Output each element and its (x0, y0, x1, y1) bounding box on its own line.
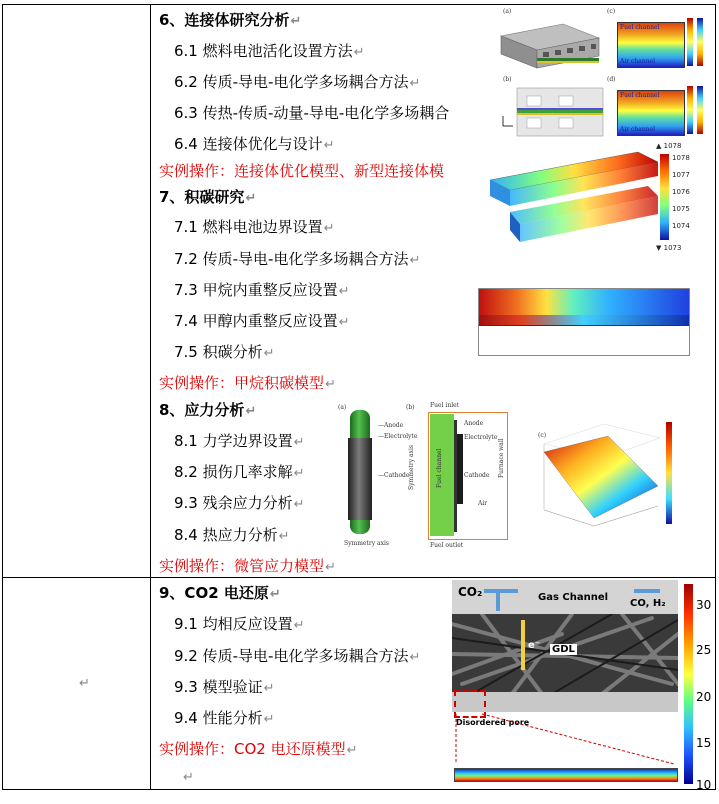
contour-c-fuel-label: Fuel channel (620, 24, 660, 31)
product-arrow (634, 589, 660, 593)
colorbar-c2 (697, 18, 703, 66)
electron-label: e⁻ (528, 640, 541, 651)
co2-inlet-label: CO₂ (458, 585, 483, 599)
stress-label-a: (a) (338, 404, 347, 411)
stress-surface-plot (534, 414, 664, 534)
section-9-item-1: 9.1 均相反应设置↵ (174, 615, 305, 633)
tube-anode-label: —Anode (378, 422, 404, 429)
schematic-air-label: Air (478, 500, 488, 507)
section-9-item-2: 9.2 传质-导电-电化学多场耦合方法↵ (174, 647, 421, 665)
schematic-cathode-label: Cathode (464, 472, 490, 479)
schematic-symmetry-label: Symmetry axis (408, 445, 415, 490)
cross-section-diagram (497, 82, 607, 140)
section-7-example: 实例操作：甲烷积碳模型↵ (159, 374, 336, 392)
temperature-tick-3: 1076 (672, 188, 690, 196)
schematic-electrolyte-label: Electrolyte (464, 434, 498, 441)
co2-figure (452, 580, 716, 790)
schematic-cathode (457, 434, 463, 504)
schematic-fuel-channel-label: Fuel channel (436, 448, 443, 488)
temperature-tick-1: 1078 (672, 154, 690, 162)
section-6-title: 6、连接体研究分析↵ (159, 11, 302, 29)
colorbar-d2 (697, 86, 703, 134)
section-8-item-1: 8.1 力学边界设置↵ (174, 432, 305, 450)
interconnect-3d-model (488, 150, 660, 250)
co2-tick-3: 20 (696, 690, 712, 704)
disordered-pore-label: Disordered pore (456, 718, 530, 727)
schematic-anode-label: Anode (464, 420, 484, 427)
section-9-trailing-mark: ↵ (183, 770, 194, 785)
fig-label-b: (b) (503, 76, 512, 83)
fig-label-c: (c) (607, 8, 616, 15)
stack-3d-diagram (493, 16, 603, 76)
tube-symmetry-axis: Symmetry axis (344, 540, 389, 547)
schematic-fuel-inlet: Fuel inlet (430, 402, 460, 409)
section-7-item-3: 7.3 甲烷内重整反应设置↵ (174, 281, 350, 299)
section-6-item-4: 6.4 连接体优化与设计↵ (174, 135, 335, 153)
colorbar-d1 (687, 86, 693, 134)
temperature-scale-min: ▼ 1073 (656, 244, 682, 252)
colorbar-c1 (687, 18, 693, 66)
co2-tick-5: 10 (696, 778, 712, 790)
stress-colorbar (666, 422, 672, 524)
section-6-item-2: 6.2 传质-导电-电化学多场耦合方法↵ (174, 73, 421, 91)
section-8-item-2: 8.2 损伤几率求解↵ (174, 463, 305, 481)
co2-colorbar (684, 584, 693, 784)
tube-cathode (348, 438, 372, 520)
zoom-gradient-strip (454, 768, 678, 782)
section-9-item-3: 9.3 模型验证↵ (174, 678, 275, 696)
section-9-title: 9、CO2 电还原↵ (159, 584, 281, 602)
section-8-example: 实例操作：微管应力模型↵ (159, 557, 336, 575)
carbon-deposition-figure (478, 288, 690, 356)
temperature-tick-4: 1075 (672, 205, 690, 213)
schematic-furnace-wall-label: Furnace wall (498, 438, 505, 478)
co2-down-arrow (496, 589, 500, 611)
carbon-band-edge (479, 325, 689, 326)
table-border-mid (2, 577, 716, 578)
contour-d-air-label: Air channel (620, 126, 656, 133)
interconnect-temperature-figure (484, 140, 706, 258)
electron-bar (521, 620, 525, 670)
carbon-gradient-band (479, 289, 689, 315)
tube-cathode-label: —Cathode (378, 472, 410, 479)
temperature-scale-max: ▲ 1078 (656, 142, 682, 150)
contour-d-fuel-label: Fuel channel (620, 92, 660, 99)
temperature-tick-5: 1074 (672, 222, 690, 230)
section-7-item-2: 7.2 传质-导电-电化学多场耦合方法↵ (174, 250, 421, 268)
fig-label-a: (a) (503, 8, 512, 15)
section-8-title: 8、应力分析↵ (159, 401, 257, 419)
zoom-guide-lines (452, 710, 678, 766)
stress-figure (336, 400, 688, 550)
section-7-item-5: 7.5 积碳分析↵ (174, 343, 275, 361)
schematic-fuel-outlet: Fuel outlet (430, 542, 464, 549)
products-label: CO, H₂ (630, 598, 666, 609)
temperature-tick-2: 1077 (672, 171, 690, 179)
row2-left-cell-mark: ↵ (79, 676, 90, 691)
stress-label-b: (b) (406, 404, 415, 411)
gas-channel-label: Gas Channel (538, 592, 609, 603)
section-8-item-3: 9.3 残余应力分析↵ (174, 494, 305, 512)
interconnect-figure (493, 6, 705, 148)
section-7-item-1: 7.1 燃料电池边界设置↵ (174, 218, 335, 236)
section-6-example: 实例操作：连接体优化模型、新型连接体模 (159, 162, 445, 180)
section-9-example: 实例操作：CO2 电还原模型↵ (159, 740, 358, 758)
co2-tick-1: 30 (696, 598, 712, 612)
section-6-item-3: 6.3 传热-传质-动量-导电-电化学多场耦合 (174, 104, 450, 122)
contour-c-air-label: Air channel (620, 58, 656, 65)
gdl-label: GDL (552, 644, 575, 655)
temperature-colorbar (660, 154, 669, 240)
section-7-title: 7、积碳研究↵ (159, 188, 257, 206)
section-7-item-4: 7.4 甲醇内重整反应设置↵ (174, 312, 350, 330)
table-border-top (2, 4, 716, 5)
carbon-band-lower (479, 315, 689, 325)
stress-label-c: (c) (538, 432, 547, 439)
fig-label-d: (d) (607, 76, 616, 83)
section-8-item-4: 8.4 热应力分析↵ (174, 526, 290, 544)
co2-tick-4: 15 (696, 736, 712, 750)
tube-electrolyte-label: —Electrolyte (378, 433, 418, 440)
table-column-divider (150, 4, 151, 790)
section-6-item-1: 6.1 燃料电池活化设置方法↵ (174, 42, 365, 60)
co2-tick-2: 25 (696, 643, 712, 657)
table-border-left (2, 4, 3, 790)
section-9-item-4: 9.4 性能分析↵ (174, 709, 275, 727)
co2-inlet-arrow (484, 589, 518, 593)
